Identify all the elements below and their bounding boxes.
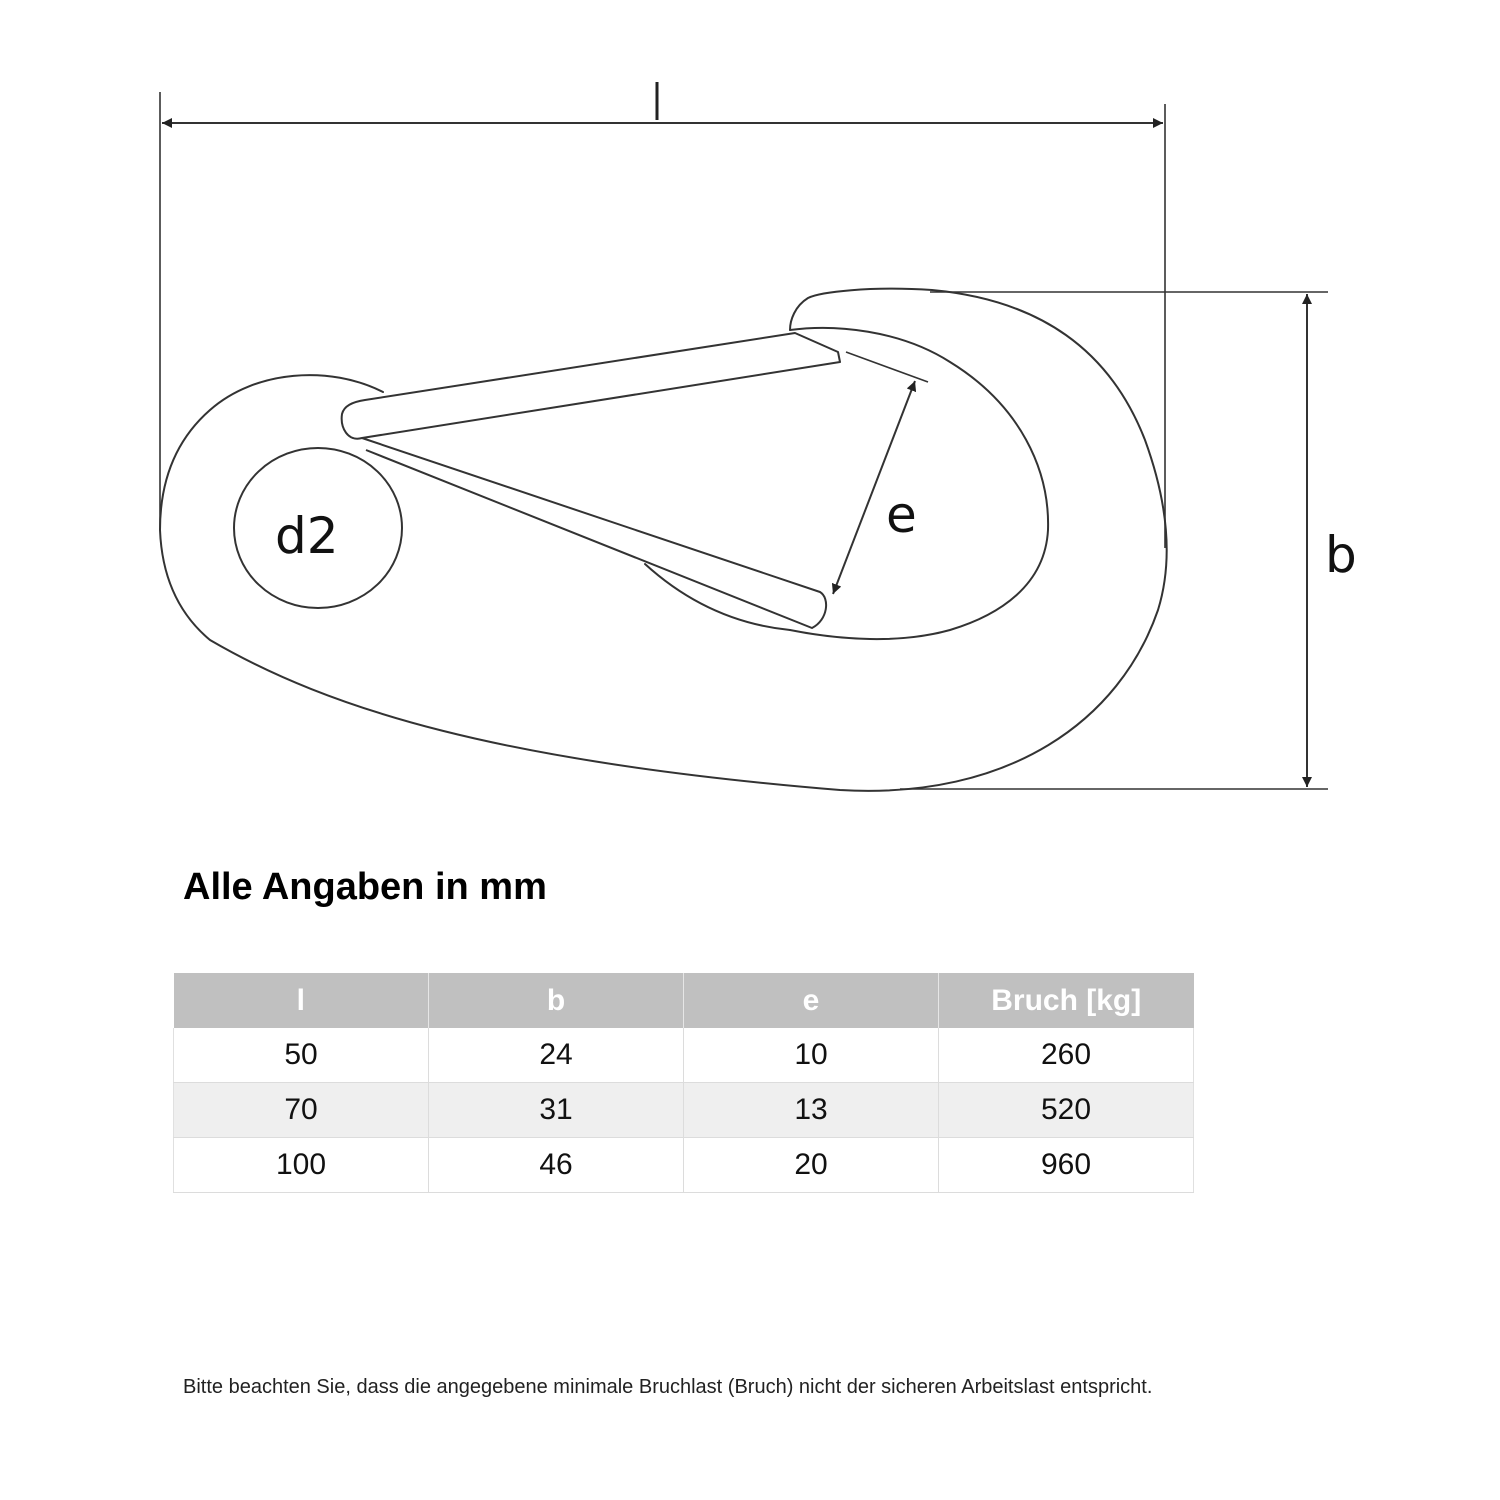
column-header-gate-opening: e: [684, 973, 939, 1028]
cell-gate-opening: 20: [684, 1138, 939, 1193]
units-heading: Alle Angaben in mm: [183, 866, 547, 908]
cell-length: 100: [174, 1138, 429, 1193]
gate-upper-bar: [342, 333, 840, 439]
spring-gate: [342, 333, 840, 628]
cell-width: 31: [429, 1083, 684, 1138]
cell-gate-opening: 13: [684, 1083, 939, 1138]
eye-hole: [234, 448, 402, 608]
cell-breaking-load: 260: [939, 1028, 1194, 1083]
table-row: [174, 1138, 1194, 1193]
extension-line-gate: [846, 352, 928, 382]
cell-gate-opening: 10: [684, 1028, 939, 1083]
safety-footnote: Bitte beachten Sie, dass die angegebene minimale Bruchlast (Bruch) nicht der sicheren Arbeitslast entspricht.: [183, 1376, 1153, 1398]
column-header-length: l: [174, 973, 429, 1028]
width-label: b: [1325, 526, 1357, 584]
hook-tip-outline: [790, 328, 1048, 639]
cell-length: 50: [174, 1028, 429, 1083]
dimension-length: [160, 82, 1165, 548]
cell-length: 70: [174, 1083, 429, 1138]
cell-breaking-load: 960: [939, 1138, 1194, 1193]
gate-opening-label: e: [886, 486, 917, 544]
table-row: [174, 1028, 1194, 1083]
gate-lower-bar: [362, 438, 826, 628]
dimension-width: [900, 292, 1357, 789]
column-header-breaking-load: Bruch [kg]: [939, 973, 1194, 1028]
eye-diameter-label: d2: [275, 507, 339, 565]
cell-width: 46: [429, 1138, 684, 1193]
table-row: [174, 1083, 1194, 1138]
cell-width: 24: [429, 1028, 684, 1083]
dimension-gate-opening: [833, 352, 928, 594]
specification-table: [173, 973, 1194, 1193]
cell-breaking-load: 520: [939, 1083, 1194, 1138]
table-header-row: [174, 973, 1194, 1028]
column-header-width: b: [429, 973, 684, 1028]
